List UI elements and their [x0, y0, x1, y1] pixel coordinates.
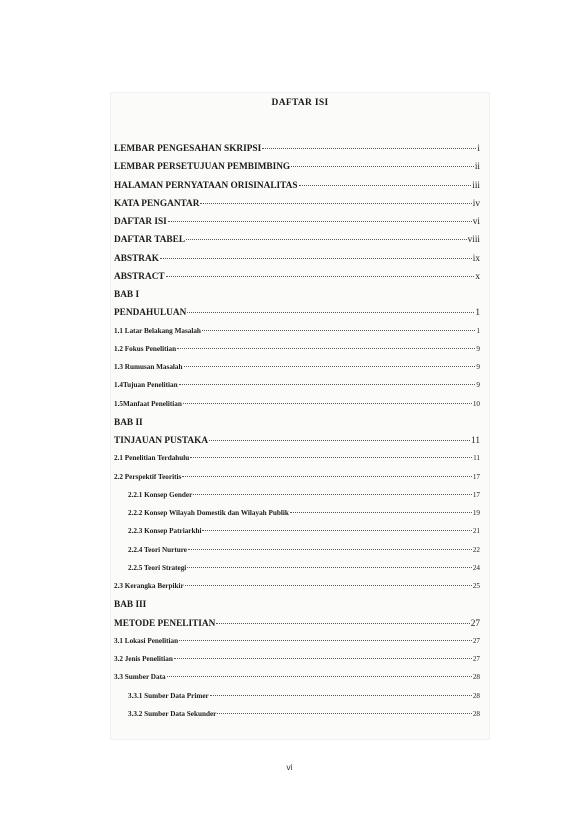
dot-leader [160, 258, 472, 259]
dot-leader [202, 530, 471, 531]
dot-leader [217, 713, 471, 714]
toc-entry [110, 363, 490, 371]
dot-leader [193, 494, 472, 495]
dot-leader [202, 330, 475, 331]
toc-entry [110, 345, 490, 353]
toc-entry-page: ix [472, 253, 480, 264]
toc-entry-label: 2.2.4 Teori Nurture [128, 545, 187, 554]
chapter-heading [110, 600, 490, 610]
table-of-contents [110, 92, 490, 740]
toc-entry-label: 2.2.1 Konsep Gender [128, 490, 193, 499]
dot-leader [179, 384, 476, 385]
toc-entry-page: 27 [470, 618, 480, 629]
dot-leader [290, 512, 472, 513]
toc-entry-page: ii [474, 162, 480, 173]
toc-entry [110, 400, 490, 408]
toc-entry [110, 327, 490, 335]
toc-entry-label: BAB III [114, 600, 147, 611]
toc-entry-page: 27 [472, 636, 480, 645]
toc-entry-label: DAFTAR TABEL [114, 235, 186, 246]
dot-leader [166, 276, 475, 277]
toc-entry [110, 454, 490, 462]
toc-entry-page: 10 [472, 399, 480, 408]
toc-entry [110, 272, 490, 282]
dot-leader [186, 239, 467, 240]
toc-entry [110, 564, 490, 572]
toc-entry-page: 17 [472, 490, 480, 499]
toc-entry-label: 3.3.2 Sumber Data Sekunder [128, 709, 217, 718]
dot-leader [210, 695, 472, 696]
toc-entry-page: 17 [472, 472, 480, 481]
dot-leader [299, 185, 472, 186]
toc-entry-label: BAB I [114, 290, 140, 300]
toc-entry-label: 3.2 Jenis Penelitian [114, 655, 173, 663]
dot-leader [188, 549, 472, 550]
toc-entry-page: 21 [472, 527, 480, 536]
toc-entry-page: 1 [476, 326, 480, 335]
toc-entry [110, 162, 490, 172]
toc-entry-label: ABSTRACT [114, 271, 165, 282]
toc-entry-page: 22 [472, 545, 480, 554]
dot-leader [291, 166, 474, 167]
toc-entry-label: 3.1 Lokasi Penelitian [114, 636, 179, 645]
toc-entry-label: LEMBAR PERSETUJUAN PEMBIMBING [114, 162, 291, 173]
toc-entry-label: DAFTAR ISI [114, 217, 167, 227]
toc-entry [110, 254, 490, 264]
toc-entry [110, 619, 490, 629]
toc-entry-page: iv [472, 198, 480, 209]
dot-leader [168, 221, 472, 222]
page-number: vi [286, 762, 293, 772]
toc-entry-label: 2.2.2 Konsep Wilayah Domestik dan Wilayah Publik [128, 509, 289, 517]
toc-entry-label: 2.2 Perspektif Teoritis [114, 472, 182, 481]
toc-entry [110, 546, 490, 554]
toc-entry [110, 308, 490, 318]
toc-entry-label: HALAMAN PERNYATAAN ORISINALITAS [114, 180, 298, 191]
toc-entry-label: 1.3 Rumusan Masalah [114, 363, 183, 371]
dot-leader [167, 676, 472, 677]
toc-entry [110, 217, 490, 227]
toc-entry [110, 637, 490, 645]
toc-entry-label: 1.2 Fokus Penelitian [114, 344, 177, 353]
toc-entry [110, 509, 490, 517]
toc-entry-page: i [477, 144, 480, 154]
toc-entry [110, 692, 490, 700]
toc-entry-label: 2.3 Kerangka Berpikir [114, 582, 184, 590]
dot-leader [183, 403, 472, 404]
toc-entry [110, 491, 490, 499]
page-title: DAFTAR ISI [271, 98, 329, 108]
toc-entry-page: 28 [472, 673, 480, 682]
toc-entry-label: 2.2.3 Konsep Patriarkhi [128, 527, 202, 536]
dot-leader [187, 312, 474, 313]
toc-entry [110, 527, 490, 535]
toc-entry-page: 9 [476, 381, 480, 390]
toc-entry-page: x [475, 271, 480, 282]
dot-leader [262, 148, 476, 149]
toc-entry-label: BAB II [114, 417, 143, 428]
toc-entry-page: 25 [472, 582, 480, 590]
toc-entry-page: 9 [476, 363, 480, 371]
toc-entry [110, 235, 490, 245]
toc-entry-label: 3.3 Sumber Data [114, 673, 166, 682]
toc-entry-page: vi [472, 217, 480, 227]
chapter-heading [110, 290, 490, 300]
dot-leader [174, 658, 472, 659]
toc-entry [110, 673, 490, 681]
toc-entry [110, 582, 490, 590]
toc-entry-page: 1 [475, 308, 480, 319]
toc-entry-label: ABSTRAK [114, 253, 159, 264]
toc-entry-page: 28 [472, 709, 480, 718]
dot-leader [187, 567, 472, 568]
toc-entry-page: 28 [472, 691, 480, 700]
toc-entry [110, 144, 490, 154]
chapter-heading [110, 418, 490, 428]
toc-entry-page: iii [472, 180, 480, 191]
dot-leader [184, 366, 476, 367]
toc-entry-label: LEMBAR PENGESAHAN SKRIPSI [114, 144, 262, 154]
scanned-page [110, 92, 490, 740]
toc-entry-label: 3.3.1 Sumber Data Primer [128, 691, 209, 700]
toc-entry-page: 11 [473, 454, 480, 463]
toc-entry-label: 2.1 Penelitian Terdahulu [114, 454, 190, 463]
toc-entry-label: PENDAHULUAN [114, 308, 187, 319]
dot-leader [182, 476, 472, 477]
toc-entry-label: 1.1 Latar Belakang Masalah [114, 326, 201, 335]
toc-entry-label: METODE PENELITIAN [114, 618, 216, 629]
toc-entry-page: 19 [472, 509, 480, 517]
toc-entry-page: 27 [472, 655, 480, 663]
dot-leader [185, 585, 472, 586]
dot-leader [209, 440, 470, 441]
dot-leader [177, 348, 475, 349]
toc-entry [110, 381, 490, 389]
toc-entry-label: 1.5Manfaat Penelitian [114, 399, 182, 408]
toc-entry [110, 655, 490, 663]
toc-entry [110, 199, 490, 209]
toc-entry [110, 710, 490, 718]
dot-leader [200, 203, 471, 204]
dot-leader [190, 457, 472, 458]
toc-entry-page: viii [467, 235, 480, 246]
toc-entry-page: 11 [471, 436, 480, 446]
toc-entry [110, 181, 490, 191]
toc-entry [110, 436, 490, 446]
toc-entry-page: 9 [476, 344, 480, 353]
toc-entry-label: 1.4Tujuan Penelitian [114, 381, 178, 390]
toc-entry-label: TINJAUAN PUSTAKA [114, 436, 209, 446]
toc-entry [110, 473, 490, 481]
dot-leader [216, 623, 469, 624]
toc-entry-label: 2.2.5 Teori Strategi [128, 563, 187, 572]
toc-entry-label: KATA PENGANTAR [114, 198, 200, 209]
toc-entry-page: 24 [472, 563, 480, 572]
dot-leader [179, 640, 472, 641]
